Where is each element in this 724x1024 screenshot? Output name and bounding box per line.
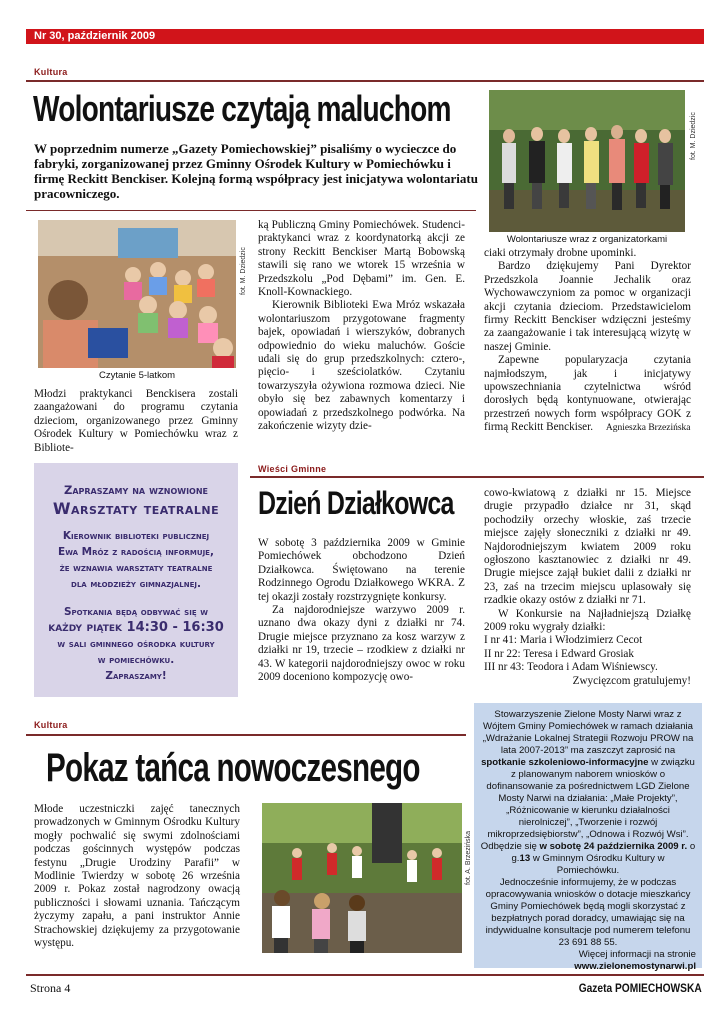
column3-paragraph-1: ciaki otrzymały drobne upominki. xyxy=(484,247,637,259)
column3-paragraph-2: Bardzo dziękujemy Pani Dyrektor Przedszkola Joannie Jechalik oraz Wychowawczyniom za pomoc w organizacji akcji czytania dzieciom. Przedstawicielom firmy Reckitt Benckiser wdzięczni jesteśmy za zaangażowanie i tak interesującą wizytę w naszej Gminie. xyxy=(484,260,691,353)
column2-paragraph-2: Kierownik Biblioteki Ewa Mróz wskazała wolontariuszom przygotowane fragmenty bajek, opowiadań i wierszyków, dobranych odpowiednio do wieku maluchów. Goście udali się do grup przedszkolnych: cztero-, pięcio- i sześciolatków. Czytaniu towarzyszyła ożywiona rozmowa dzieci. Nie obyło się bez zabawnych komentarzy i opowiadań z przedszkolnego podwórka. Na zakończenie wizyty dzie- xyxy=(258,299,465,433)
section-label-culture-2: Kultura xyxy=(34,720,68,730)
promo-schedule-line: w sali gminnego ośrodka kultury xyxy=(57,638,215,650)
announcement-paragraph-3: Jednocześnie informujemy, że w podczas opracowywania wniosków o dotacje mieszkańcy Gminy Pomiechówek będą mogli skorzystać z bezpłatnych porad doradcy, umawiając się na indywidualne konsultacje pod numerem telefonu 23 691 88 55. xyxy=(485,877,691,948)
allotment-winner-3: III nr 43: Teodora i Adam Wiśniewscy. xyxy=(484,661,658,674)
announcement-paragraph-2 xyxy=(480,841,696,877)
announcement-paragraph-1 xyxy=(480,709,696,841)
promo-info-line: dla młodzieży gimnazjalnej. xyxy=(71,578,201,590)
photo-credit-reading: fot. M. Dziedzic xyxy=(240,247,247,295)
allotment-column-1 xyxy=(258,537,465,684)
promo-heading: Warsztaty teatralne xyxy=(52,499,220,518)
announcement-text: Odbędzie się xyxy=(480,841,540,852)
announcement-highlight: spotkanie szkoleniowo-informacyjne xyxy=(481,757,649,768)
promo-schedule xyxy=(34,604,238,684)
promo-line-intro: Zapraszamy na wznowione xyxy=(63,483,209,497)
promo-info-line: Kierownik biblioteki publicznej xyxy=(62,530,210,542)
allotment-paragraph-1: W sobotę 3 października 2009 w Gminie Pomiechówek obchodzono Dzień Działkowca. Świętowano na terenie Rodzinnego Ogrodu Działkowego WKRA. Z tej okazji zostały rozstrzygnięte konkursy. xyxy=(258,537,465,603)
lead-divider xyxy=(26,210,476,211)
allotment-column-2 xyxy=(484,487,691,688)
article-column-2 xyxy=(258,219,465,434)
promo-info-line: Ewa Mróz z radością informuje, xyxy=(58,546,214,558)
allotment-paragraph-4: W Konkursie na Najładniejszą Działkę 2009 roku wygrały działki: xyxy=(484,607,691,634)
announcement-website-link[interactable]: www.zielonemostynarwi.pl xyxy=(574,961,696,972)
photo-volunteers-group xyxy=(489,90,685,232)
article-title-volunteers: Wolontariusze czytają maluchom xyxy=(33,88,451,129)
volunteers-photo-image xyxy=(489,90,685,232)
announcement-text: Stowarzyszenie Zielone Mosty Narwi wraz z Wójtem Gminy Pomiechówek w ramach działania „Wdrażanie Lokalnej Strategii Rozwoju PROW na lata 2007-2013” ma zaszczyt zaprosić na xyxy=(482,709,694,756)
column3-paragraph-3 xyxy=(484,354,691,435)
article-title-dance-show: Pokaz tańca nowoczesnego xyxy=(46,746,420,790)
section-divider xyxy=(26,80,704,82)
dance-photo-image xyxy=(262,803,462,953)
reading-photo-image xyxy=(38,220,236,368)
section-label-community-news: Wieści Gminne xyxy=(258,464,327,474)
photo-reading-children xyxy=(38,220,236,368)
column2-paragraph-1: ką Publiczną Gminy Pomiechówek. Studenci-praktykanci wraz z koordynatorką akcji ze strony Reckitt Benckiser Martą Bobowską stawili się rano we wtorek 15 września w Przedszkolu „Pod Dębami” im. Gen. E. Knoll-Kownackiego. xyxy=(258,219,465,299)
dance-paragraph: Młode uczestniczki zajęć tanecznych prowadzonych w Gminnym Ośrodku Kultury mogły pochwalić się swymi zdolnościami podczas gościnnych występów podczas festynu „Drugie Urodziny Parafii” w Modlinie Twierdzy w sobotę 26 września 2009 r. Pokaz został nagrodzony owacją publiczności i słowami uznania. Tańczącym życzymy zapału, a pani instruktor Annie Strachowskiej dziękujemy za przygotowanie występu. xyxy=(34,803,240,950)
promo-schedule-line: Spotkania będą odbywać się w xyxy=(63,606,208,618)
allotment-winner-2: II nr 22: Teresa i Edward Grosiak xyxy=(484,647,634,660)
photo-dance-show xyxy=(262,803,462,953)
article-lead: W poprzednim numerze „Gazety Pomiechowskiej” pisaliśmy o wycieczce do fabryki, zorganizowanej przez Gminny Ośrodek Kultury w Pomiechówku i firmę Reckitt Benckiser. Kolejną formą współpracy jest inicjatywa wolontariatu pracowniczego. xyxy=(34,141,478,201)
announcement-text: w Gminnym Ośrodku Kultury w Pomiechówku. xyxy=(530,853,665,876)
announcement-date: w sobotę 24 października 2009 r. xyxy=(539,841,688,852)
announcement-more-info: Więcej informacji na stronie xyxy=(578,949,696,960)
article-column-3 xyxy=(484,247,691,436)
promo-schedule-time: każdy piątek 14:30 - 16:30 xyxy=(48,620,224,635)
theatre-workshop-announcement xyxy=(34,463,238,697)
dance-article-body xyxy=(34,803,240,950)
promo-schedule-line: w pomiechówku. xyxy=(97,654,175,666)
announcement-text: o g. xyxy=(511,841,696,864)
announcement-hour: 13 xyxy=(519,853,531,864)
training-meeting-announcement xyxy=(474,703,702,972)
publication-name: Gazeta POMIECHOWSKA xyxy=(579,981,702,995)
allotment-congratulations: Zwycięzcom gratulujemy! xyxy=(572,674,691,687)
section-divider xyxy=(250,476,704,478)
allotment-paragraph-3: cowo-kwiatową z działki nr 15. Miejsce drugie przypadło działce nr 31, skąd pochodziły orzechy włoskie, zaś trzecie miejsce zajęły słoneczniki z działki nr 49. Najdorodniejszym kwiatem 2009 roku ogłoszono kasztanowiec z działki nr 49. Drugie miejsce zajął bukiet dalii z działki nr 23, zaś na trzecim miejscu uplasowały się rzadkie okazy ostów z działki nr 71. xyxy=(484,487,691,607)
photo-caption-volunteers: Wolontariusze wraz z organizatorkami xyxy=(506,234,668,245)
photo-credit-dance: fot. A. Brzezińska xyxy=(465,830,472,885)
allotment-winner-1: I nr 41: Maria i Włodzimierz Cecot xyxy=(484,634,643,647)
allotment-paragraph-2: Za najdorodniejsze warzywo 2009 r. uznano dwa okazy dyni z działki nr 74. Drugie miejsce przyznano za kosz warzyw z działki nr 19, trzecie – rzodkiew z działki nr 43. W kategorii najdorodniejszy owoc w roku 2009 doceniono kompozycję owo- xyxy=(258,604,465,684)
section-divider xyxy=(26,734,466,736)
promo-info-line: że wznawia warsztaty teatralne xyxy=(59,562,213,574)
column1-paragraph: Młodzi praktykanci Benckisera zostali zaangażowani do programu czytania dzieciom, organizowanego przez Gminny Ośrodek Kultury w Pomiechówku wraz z Bibliote- xyxy=(34,388,238,454)
column3-paragraph-3-text: Zapewne popularyzacja czytania najmłodszym, jak i inicjatywy upowszechniania czytelnictwa wśród dorosłych będą kontynuowane, otwierając przestrzeń nowych form współpracy GOK z firmą Reckitt Benckiser. xyxy=(484,354,691,434)
article-author: Agnieszka Brzezińska xyxy=(605,423,691,434)
section-label-culture-1: Kultura xyxy=(34,67,68,77)
announcement-text: w związku z planowanym naborem wniosków o dofinansowanie za pośrednictwem LGD Zielone Mosty Narwi na działania: „Małe Projekty”, „Różnicowanie w kierunku działalności nierolniczej”, „Tworzenie i rozwój mikroprzedsiębiorstw”, „Odnowa i Rozwój Wsi”. xyxy=(486,757,695,840)
issue-bar xyxy=(26,29,704,44)
article-title-allotment-day: Dzień Działkowca xyxy=(258,485,454,521)
issue-label: Nr 30, październik 2009 xyxy=(34,30,156,42)
page-number: Strona 4 xyxy=(30,981,71,995)
footer-divider xyxy=(26,974,704,976)
promo-info xyxy=(34,528,238,592)
article-column-1 xyxy=(34,388,238,455)
promo-schedule-line: Zapraszamy! xyxy=(105,670,167,682)
photo-credit-volunteers: fot. M. Dziedzic xyxy=(690,112,697,160)
photo-caption-reading: Czytanie 5-latkom xyxy=(98,370,176,381)
